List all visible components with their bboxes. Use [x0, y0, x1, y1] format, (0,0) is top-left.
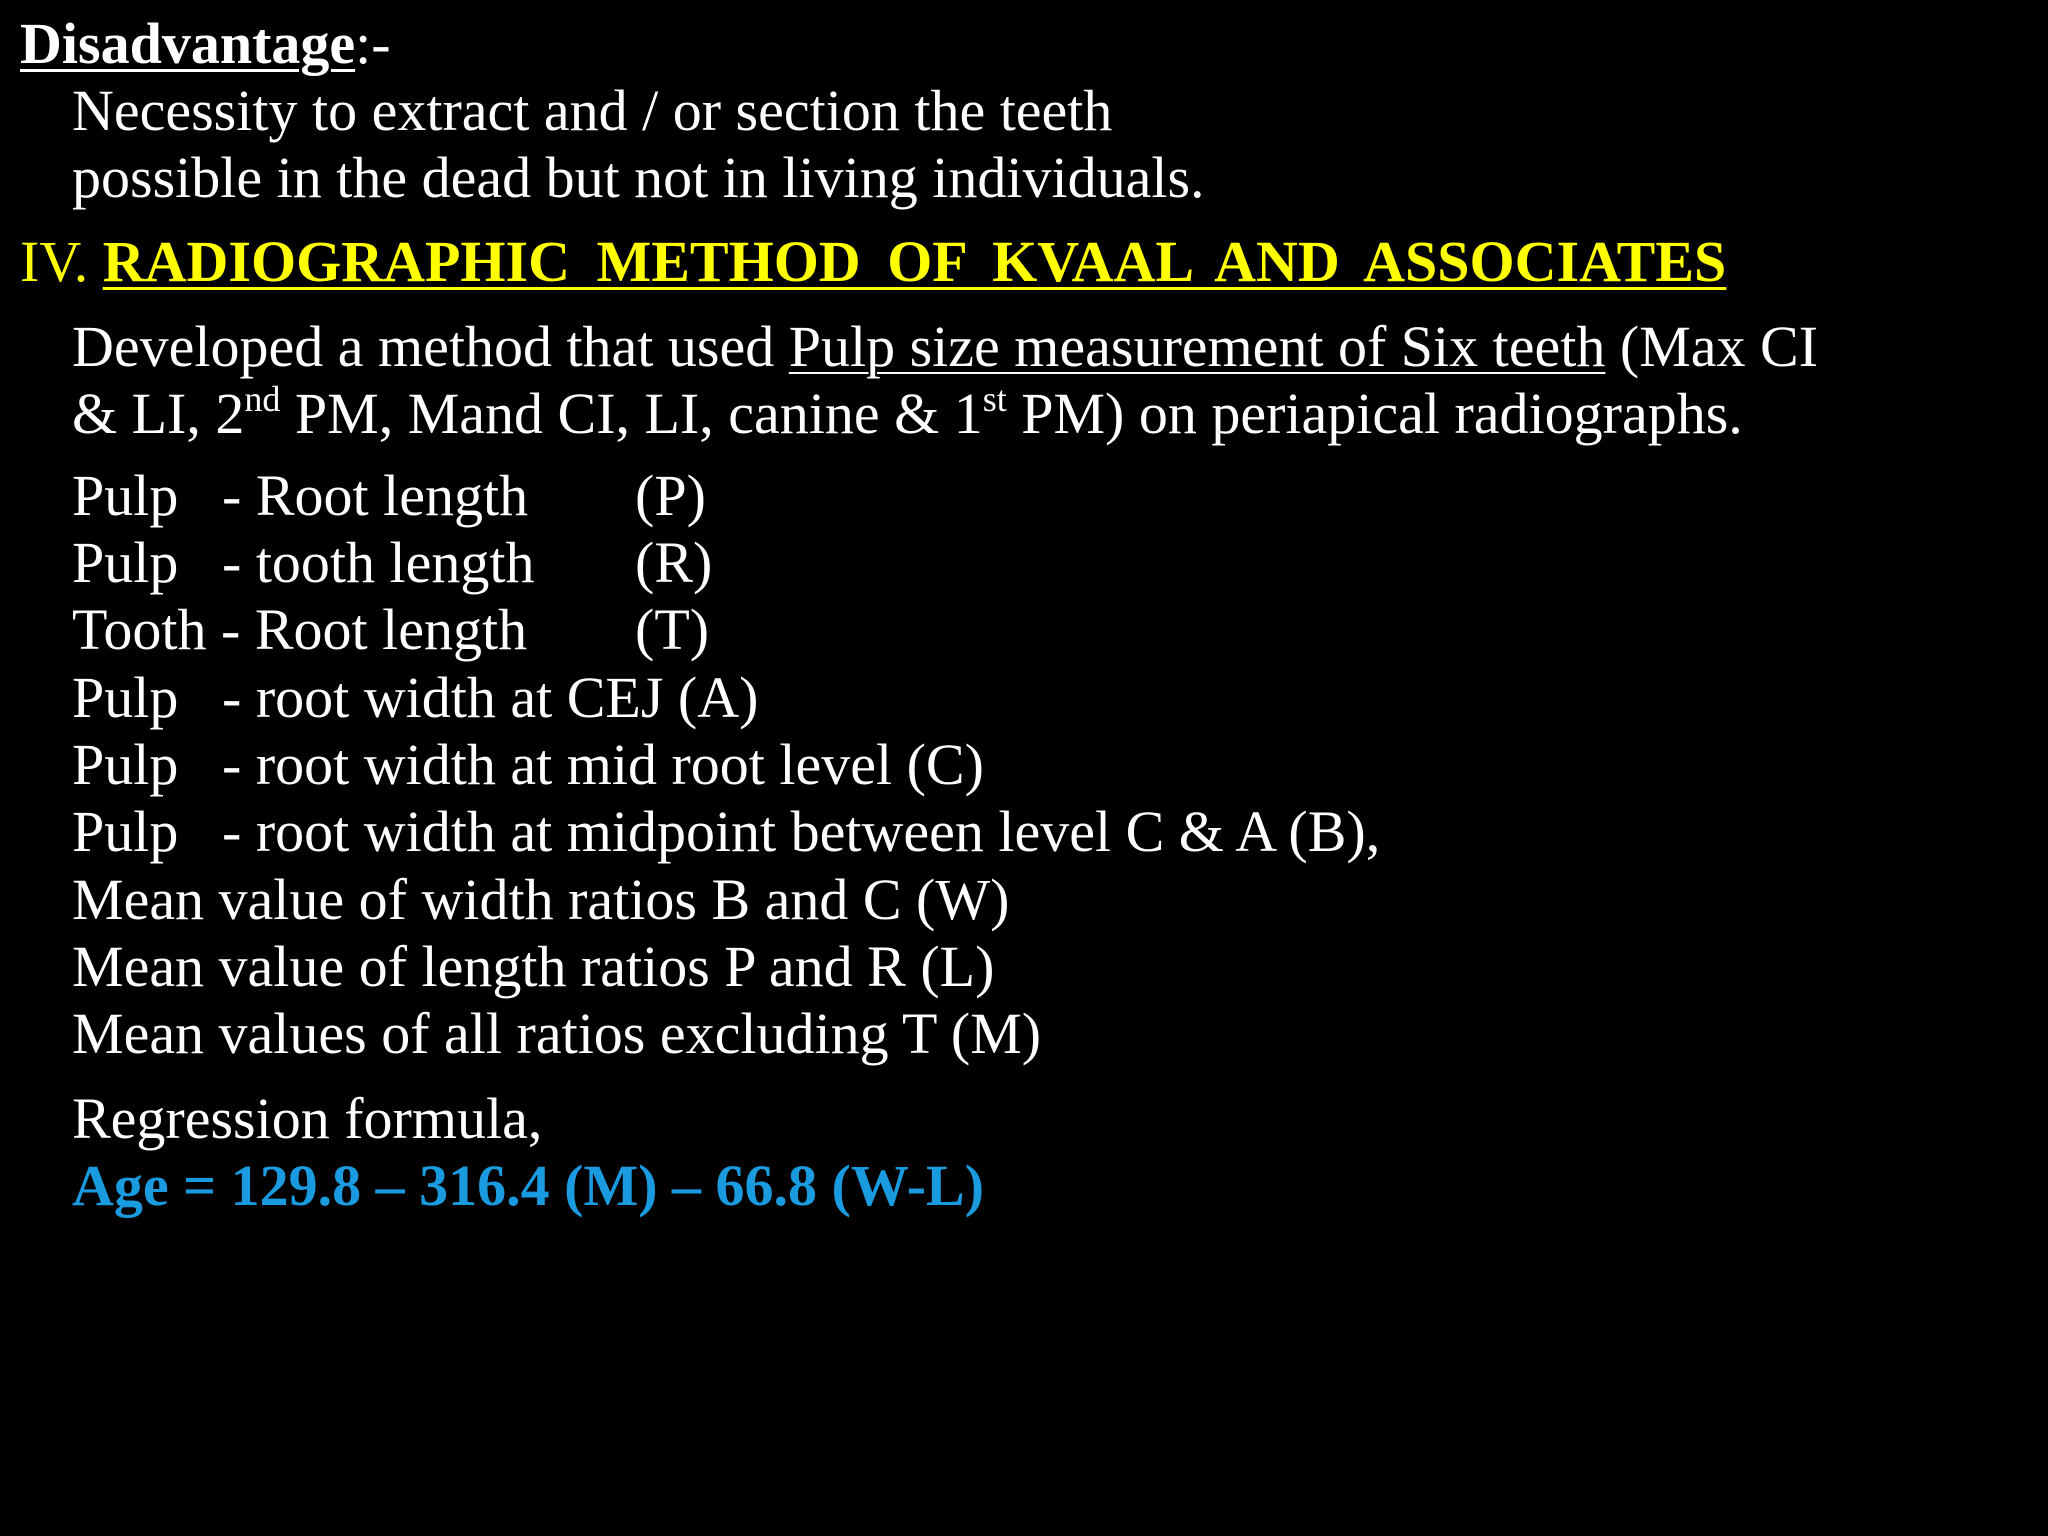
- disadvantage-heading-suffix: :-: [355, 11, 391, 76]
- description-underlined: Pulp size measurement of Six teeth: [788, 314, 1606, 379]
- disadvantage-heading-text: Disadvantage: [20, 11, 356, 76]
- measurement-desc: - Root length: [221, 597, 528, 662]
- measurement-desc: - Root length: [222, 463, 529, 528]
- description-line-1: [72, 313, 1818, 381]
- section-number: IV.: [20, 229, 89, 294]
- description-sup-nd: nd: [244, 379, 281, 419]
- measurement-desc: - root width at midpoint between level C & A (B),: [222, 799, 1381, 864]
- measurement-desc: - root width at mid root level (C): [222, 732, 984, 797]
- description-line2-c: PM) on periapical radiographs.: [1006, 381, 1743, 446]
- measurement-label: Tooth: [72, 597, 207, 662]
- regression-formula: Age = 129.8 – 316.4 (M) – 66.8 (W-L): [72, 1153, 985, 1218]
- description-sup-st: st: [982, 379, 1007, 419]
- mean-line: Mean value of length ratios P and R (L): [72, 934, 995, 999]
- description-line2-b: PM, Mand CI, LI, canine & 1: [280, 381, 983, 446]
- mean-line: Mean value of width ratios B and C (W): [72, 867, 1010, 932]
- measurement-desc: - tooth length: [222, 530, 535, 595]
- section-title: RADIOGRAPHIC METHOD OF KVAAL AND ASSOCIATES: [102, 229, 1727, 294]
- disadvantage-line-2: possible in the dead but not in living individuals.: [72, 145, 1205, 210]
- measurement-row: [72, 798, 1380, 866]
- section-heading: [20, 228, 1726, 296]
- measurement-row: [72, 529, 713, 597]
- description-part2: (Max CI: [1605, 314, 1819, 379]
- measurement-label: Pulp: [72, 799, 179, 864]
- measurement-label: Pulp: [72, 530, 179, 595]
- measurement-label: Pulp: [72, 463, 179, 528]
- measurement-row: [72, 664, 758, 732]
- regression-label: Regression formula,: [72, 1086, 543, 1151]
- description-part1: Developed a method that used: [72, 314, 789, 379]
- measurement-code: (P): [635, 463, 706, 528]
- measurement-code: (R): [635, 530, 713, 595]
- measurement-label: Pulp: [72, 732, 179, 797]
- measurement-row: [72, 596, 710, 664]
- measurement-row: [72, 731, 984, 799]
- disadvantage-line-1: Necessity to extract and / or section the teeth: [72, 78, 1113, 143]
- measurement-row: [72, 462, 706, 530]
- measurement-label: Pulp: [72, 665, 179, 730]
- disadvantage-heading: [20, 10, 391, 78]
- description-line-2: [72, 380, 1743, 448]
- description-line2-a: & LI, 2: [72, 381, 245, 446]
- measurement-code: (T): [635, 597, 710, 662]
- measurement-desc: - root width at CEJ (A): [222, 665, 759, 730]
- mean-line: Mean values of all ratios excluding T (M): [72, 1001, 1042, 1066]
